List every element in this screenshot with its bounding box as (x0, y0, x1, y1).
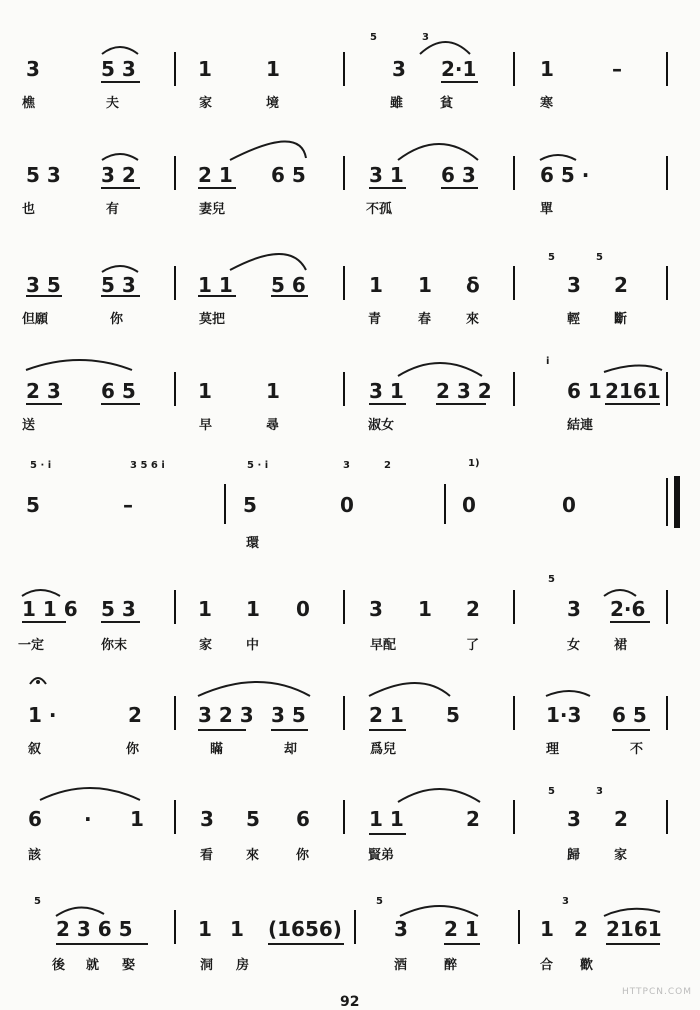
upper-note: 5 · i (247, 460, 269, 471)
upper-note: 1) (468, 458, 480, 469)
slur (398, 789, 480, 802)
upper-note: 3 5 6 i (130, 460, 165, 471)
lyric: 淑女 (368, 418, 395, 433)
lyric: 結連 (567, 418, 594, 433)
note: 5 (246, 807, 260, 831)
note: 1 (198, 57, 212, 81)
slur (400, 906, 478, 916)
note: 5 (446, 703, 460, 727)
grace-note: 5 (596, 252, 603, 263)
note: 2 (128, 703, 142, 727)
note: 5 3 (101, 57, 136, 81)
note: (1656) (268, 917, 342, 941)
lyric: 貧 (440, 96, 454, 111)
note: 2·1 (441, 57, 477, 81)
slur (546, 691, 590, 696)
lyric: 也 (22, 202, 36, 217)
grace-note: 5 (376, 896, 383, 907)
lyric: 你 (126, 742, 140, 757)
lyric: 莫把 (199, 312, 226, 327)
lyric: 家 (614, 848, 628, 863)
note: 1 (418, 597, 432, 621)
lyric: 賢弟 (368, 848, 395, 863)
lyric: 理 (546, 742, 560, 757)
note: δ (466, 273, 480, 297)
lyric: 家 (199, 96, 213, 111)
note: 2 (574, 917, 588, 941)
note: 2·6 (610, 597, 646, 621)
lyric: 尋 (266, 418, 280, 433)
lyric: 一定 (18, 638, 45, 653)
slur (420, 42, 470, 54)
lyric: 送 (22, 418, 36, 433)
note: 3 (200, 807, 214, 831)
lyric: 女 (567, 638, 581, 653)
note: 5 (243, 493, 257, 517)
lyric: 來 (466, 312, 480, 327)
note: 3 2 (101, 163, 136, 187)
note: 3 (26, 57, 40, 81)
slur (369, 683, 450, 696)
slur (604, 365, 662, 372)
slur (22, 590, 60, 596)
lyric: 合 (540, 958, 554, 973)
lyric: 裙 (614, 638, 628, 653)
grace-note: 5 (34, 896, 41, 907)
lyric: 妻兒 (199, 202, 226, 217)
grace-note: 3 (422, 32, 429, 43)
note: 1 (198, 379, 212, 403)
note: 0 (462, 493, 476, 517)
note: 1 (540, 57, 554, 81)
note: 3 (394, 917, 408, 941)
note: 1 1 6 (22, 597, 78, 621)
note: 3 5 (271, 703, 306, 727)
lyric: 你 (296, 848, 310, 863)
lyric: 了 (466, 638, 480, 653)
lyric: 夫 (106, 96, 120, 111)
lyric: 後 (52, 958, 66, 973)
note: 1 (540, 917, 554, 941)
lyric: 瞞 (210, 742, 224, 757)
lyric: 單 (540, 202, 554, 217)
grace-note: 5 (548, 252, 555, 263)
note: 2 (614, 273, 628, 297)
note: 3 (369, 597, 383, 621)
lyric: 房 (236, 958, 250, 973)
note: 3 5 (26, 273, 61, 297)
lyric: 叙 (28, 742, 42, 757)
note: 5 6 (271, 273, 306, 297)
lyric: 酒 (394, 958, 408, 973)
slur (40, 788, 140, 800)
lyric: 娶 (122, 958, 136, 973)
slur (398, 363, 482, 376)
slur (230, 254, 306, 270)
note: 0 (562, 493, 576, 517)
slur (198, 682, 310, 696)
lyric: 有 (106, 202, 120, 217)
note: 1 1 (369, 807, 404, 831)
note: 1 (266, 57, 280, 81)
note: 2 3 (26, 379, 61, 403)
lyric: 爲兒 (370, 742, 397, 757)
note: – (123, 493, 133, 517)
slur (102, 47, 138, 54)
note: 2161 (606, 917, 662, 941)
note: 5 3 (101, 273, 136, 297)
slur (398, 144, 478, 160)
lyric: 境 (266, 96, 280, 111)
lyric: 歸 (567, 848, 581, 863)
note: 3 1 (369, 163, 404, 187)
note: 6 5 · (540, 163, 590, 187)
note: 2 1 (369, 703, 404, 727)
note: 5 (26, 493, 40, 517)
lyric: 早配 (370, 638, 397, 653)
note: 2 1 (198, 163, 233, 187)
note: 2 (466, 597, 480, 621)
note: 1 (130, 807, 144, 831)
note: 2 (614, 807, 628, 831)
lyric: 寒 (540, 96, 554, 111)
slur (56, 907, 104, 916)
lyric: 樵 (22, 96, 36, 111)
slur (604, 590, 636, 596)
note: 5 3 (26, 163, 61, 187)
slur (26, 360, 132, 370)
grace-note: i (546, 356, 550, 367)
lyric: 醉 (444, 958, 458, 973)
lyric: 青 (368, 312, 382, 327)
slur (102, 266, 138, 272)
grace-note: 5 (548, 574, 555, 585)
lyric: 雖 (390, 96, 404, 111)
note: 1 (418, 273, 432, 297)
lyric: 中 (246, 638, 260, 653)
note: 6 (296, 807, 310, 831)
lyric: 就 (86, 958, 100, 973)
lyric: 輕 (567, 312, 581, 327)
lyric: 不孤 (366, 202, 393, 217)
lyric: 早 (199, 418, 213, 433)
note: 6 5 (271, 163, 306, 187)
grace-note: 5 (548, 786, 555, 797)
note: 2 3 6 5 (56, 917, 133, 941)
slur (102, 154, 138, 160)
lyric: 家 (199, 638, 213, 653)
lyric: 來 (246, 848, 260, 863)
note: 1 (246, 597, 260, 621)
lyric: 春 (418, 312, 432, 327)
note: 2 (466, 807, 480, 831)
note: 3 2 3 (198, 703, 254, 727)
note: 0 (340, 493, 354, 517)
grace-note: 5 (370, 32, 377, 43)
note: · (84, 807, 92, 831)
note: 6 5 (101, 379, 136, 403)
note: 1 (369, 273, 383, 297)
note: 1·3 (546, 703, 582, 727)
note: 0 (296, 597, 310, 621)
grace-note: 3 (562, 896, 569, 907)
note: 6 (28, 807, 42, 831)
upper-note: 5 · i (30, 460, 52, 471)
slur (540, 155, 576, 160)
note: 6 1 (567, 379, 602, 403)
lyric: 洞 (200, 958, 214, 973)
note: 3 1 (369, 379, 404, 403)
lyric: 却 (284, 742, 298, 757)
note: – (612, 57, 622, 81)
note: 3 (567, 273, 581, 297)
note: 5 3 (101, 597, 136, 621)
note: 2 3 2 (436, 379, 492, 403)
note: 2 1 (444, 917, 479, 941)
page-number: 92 (340, 994, 360, 1010)
slur (604, 909, 660, 916)
lyric: 環 (246, 536, 260, 551)
note: 3 (567, 807, 581, 831)
note: 1 1 (198, 273, 233, 297)
watermark-text: HTTPCN.COM (621, 987, 692, 997)
note: 3 (392, 57, 406, 81)
lyric: 斷 (614, 312, 628, 327)
upper-note: 3 (343, 460, 350, 471)
lyric: 你末 (101, 638, 128, 653)
note: 1 (198, 597, 212, 621)
lyric: 看 (200, 848, 214, 863)
upper-note: 2 (384, 460, 391, 471)
note: 1 · (28, 703, 57, 727)
watermark (622, 979, 692, 998)
note: 1 (266, 379, 280, 403)
lyric: 不 (630, 742, 644, 757)
lyric: 該 (28, 848, 42, 863)
note: 1 (230, 917, 244, 941)
note: 6 3 (441, 163, 476, 187)
lyric: 但願 (22, 312, 49, 327)
note: 3 (567, 597, 581, 621)
grace-note: 3 (596, 786, 603, 797)
note: 6 5 (612, 703, 647, 727)
slur (230, 141, 306, 160)
lyric: 歡 (580, 958, 594, 973)
note: 1 (198, 917, 212, 941)
note: 2161 (605, 379, 661, 403)
lyric: 你 (110, 312, 124, 327)
